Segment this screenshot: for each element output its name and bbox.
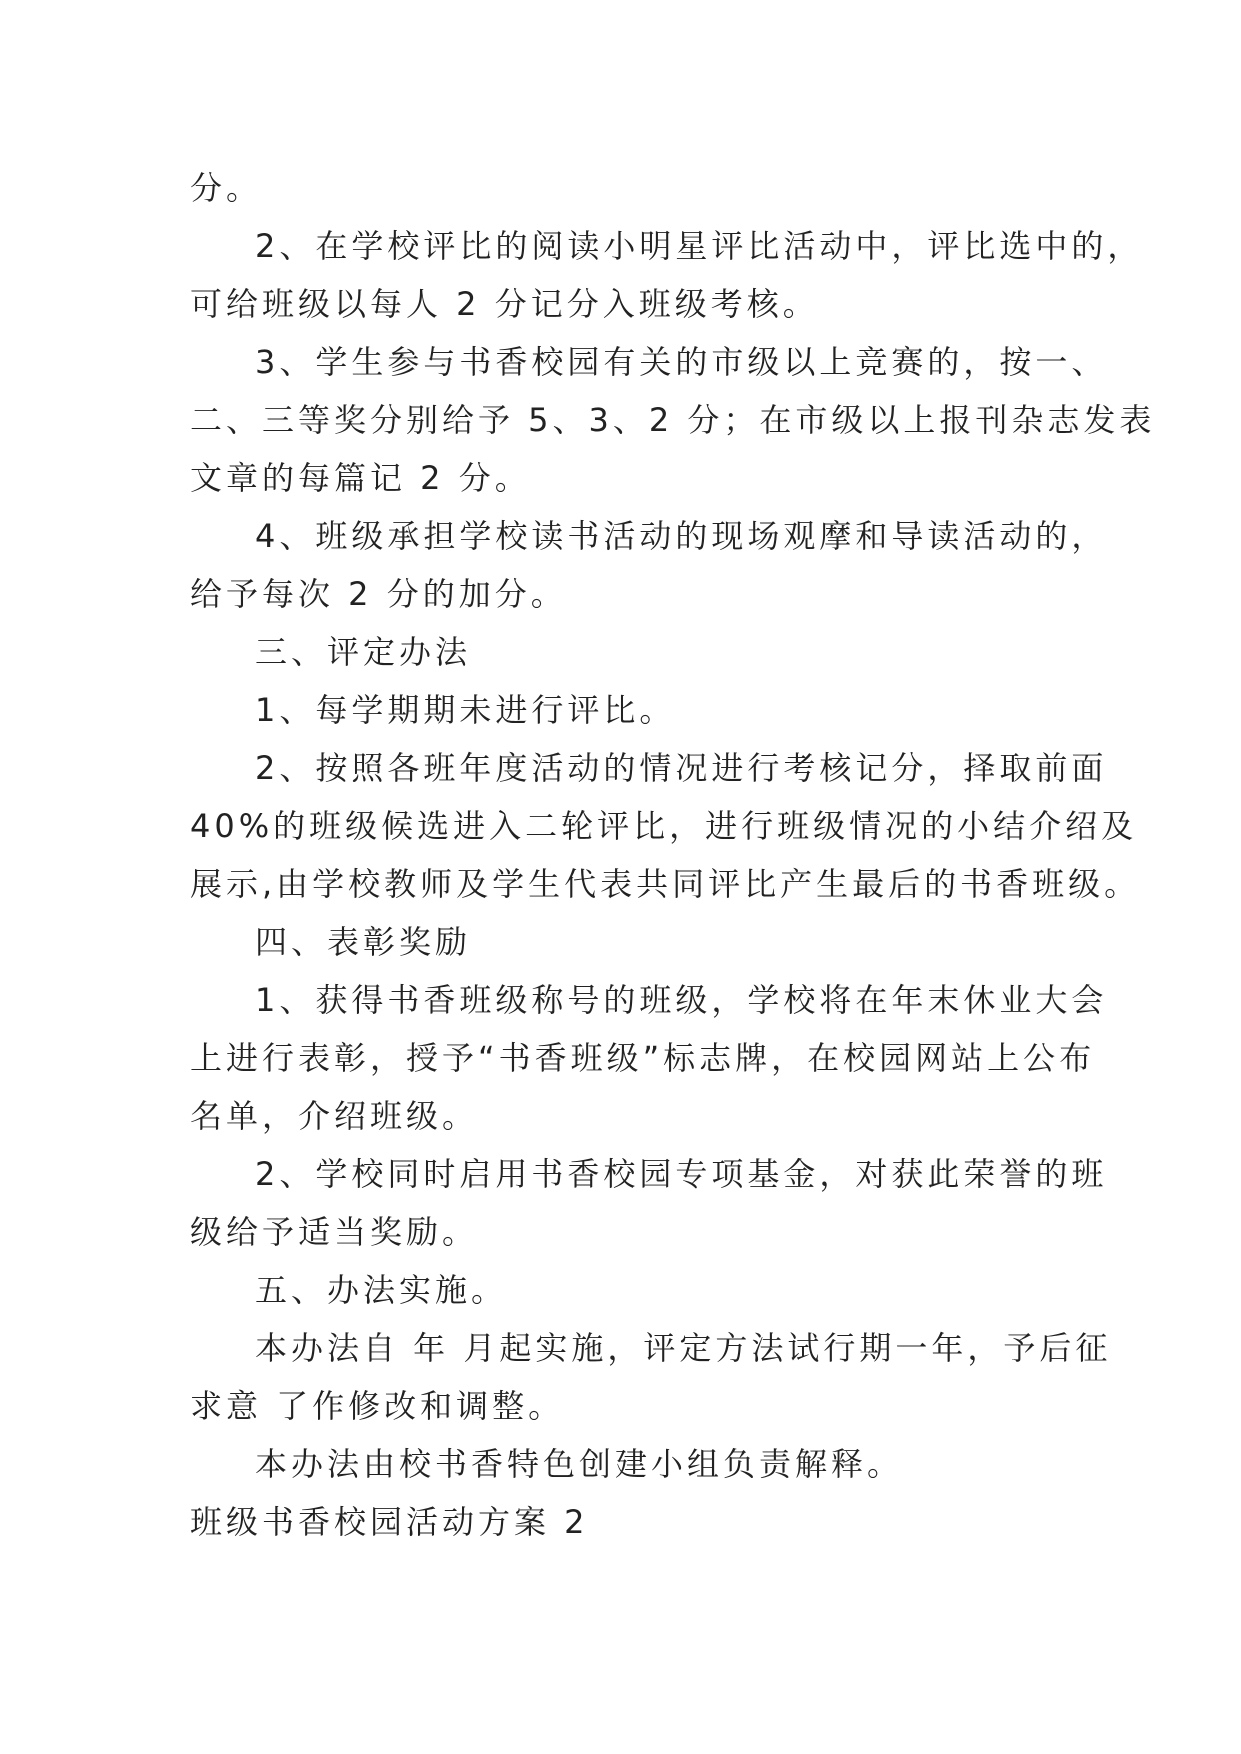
paragraph-line: 文章的每篇记 2 分。 <box>190 459 531 497</box>
paragraph-line: 级给予适当奖励。 <box>190 1213 479 1251</box>
paragraph-line: 1、每学期期未进行评比。 <box>255 691 676 729</box>
paragraph-line: 分。 <box>190 169 263 207</box>
document-subtitle: 班级书香校园活动方案 2 <box>190 1503 589 1541</box>
paragraph-line: 名单，介绍班级。 <box>190 1097 479 1135</box>
paragraph-line: 本办法自 年 月起实施，评定方法试行期一年，予后征 <box>255 1329 1112 1367</box>
paragraph-line: 本办法由校书香特色创建小组负责解释。 <box>255 1445 904 1483</box>
paragraph-line: 二、三等奖分别给予 5、3、2 分；在市级以上报刊杂志发表 <box>190 401 1156 439</box>
paragraph-line: 3、学生参与书香校园有关的市级以上竞赛的，按一、 <box>255 343 1108 381</box>
paragraph-line: 2、学校同时启用书香校园专项基金，对获此荣誉的班 <box>255 1155 1108 1193</box>
paragraph-line: 4、班级承担学校读书活动的现场观摩和导读活动的， <box>255 517 1108 555</box>
section-heading: 五、办法实施。 <box>255 1271 508 1309</box>
paragraph-line: 40%的班级候选进入二轮评比，进行班级情况的小结介绍及 <box>190 807 1138 845</box>
paragraph-line: 给予每次 2 分的加分。 <box>190 575 567 613</box>
paragraph-line: 2、按照各班年度活动的情况进行考核记分，择取前面 <box>255 749 1108 787</box>
section-heading: 三、评定办法 <box>255 633 472 671</box>
paragraph-line: 展示,由学校教师及学生代表共同评比产生最后的书香班级。 <box>190 865 1141 903</box>
paragraph-line: 求意 了作修改和调整。 <box>190 1387 565 1425</box>
paragraph-line: 2、在学校评比的阅读小明星评比活动中，评比选中的， <box>255 227 1144 265</box>
section-heading: 四、表彰奖励 <box>255 923 472 961</box>
paragraph-line: 上进行表彰，授予“书香班级”标志牌，在校园网站上公布 <box>190 1039 1096 1077</box>
paragraph-line: 可给班级以每人 2 分记分入班级考核。 <box>190 285 819 323</box>
paragraph-line: 1、获得书香班级称号的班级，学校将在年末休业大会 <box>255 981 1108 1019</box>
